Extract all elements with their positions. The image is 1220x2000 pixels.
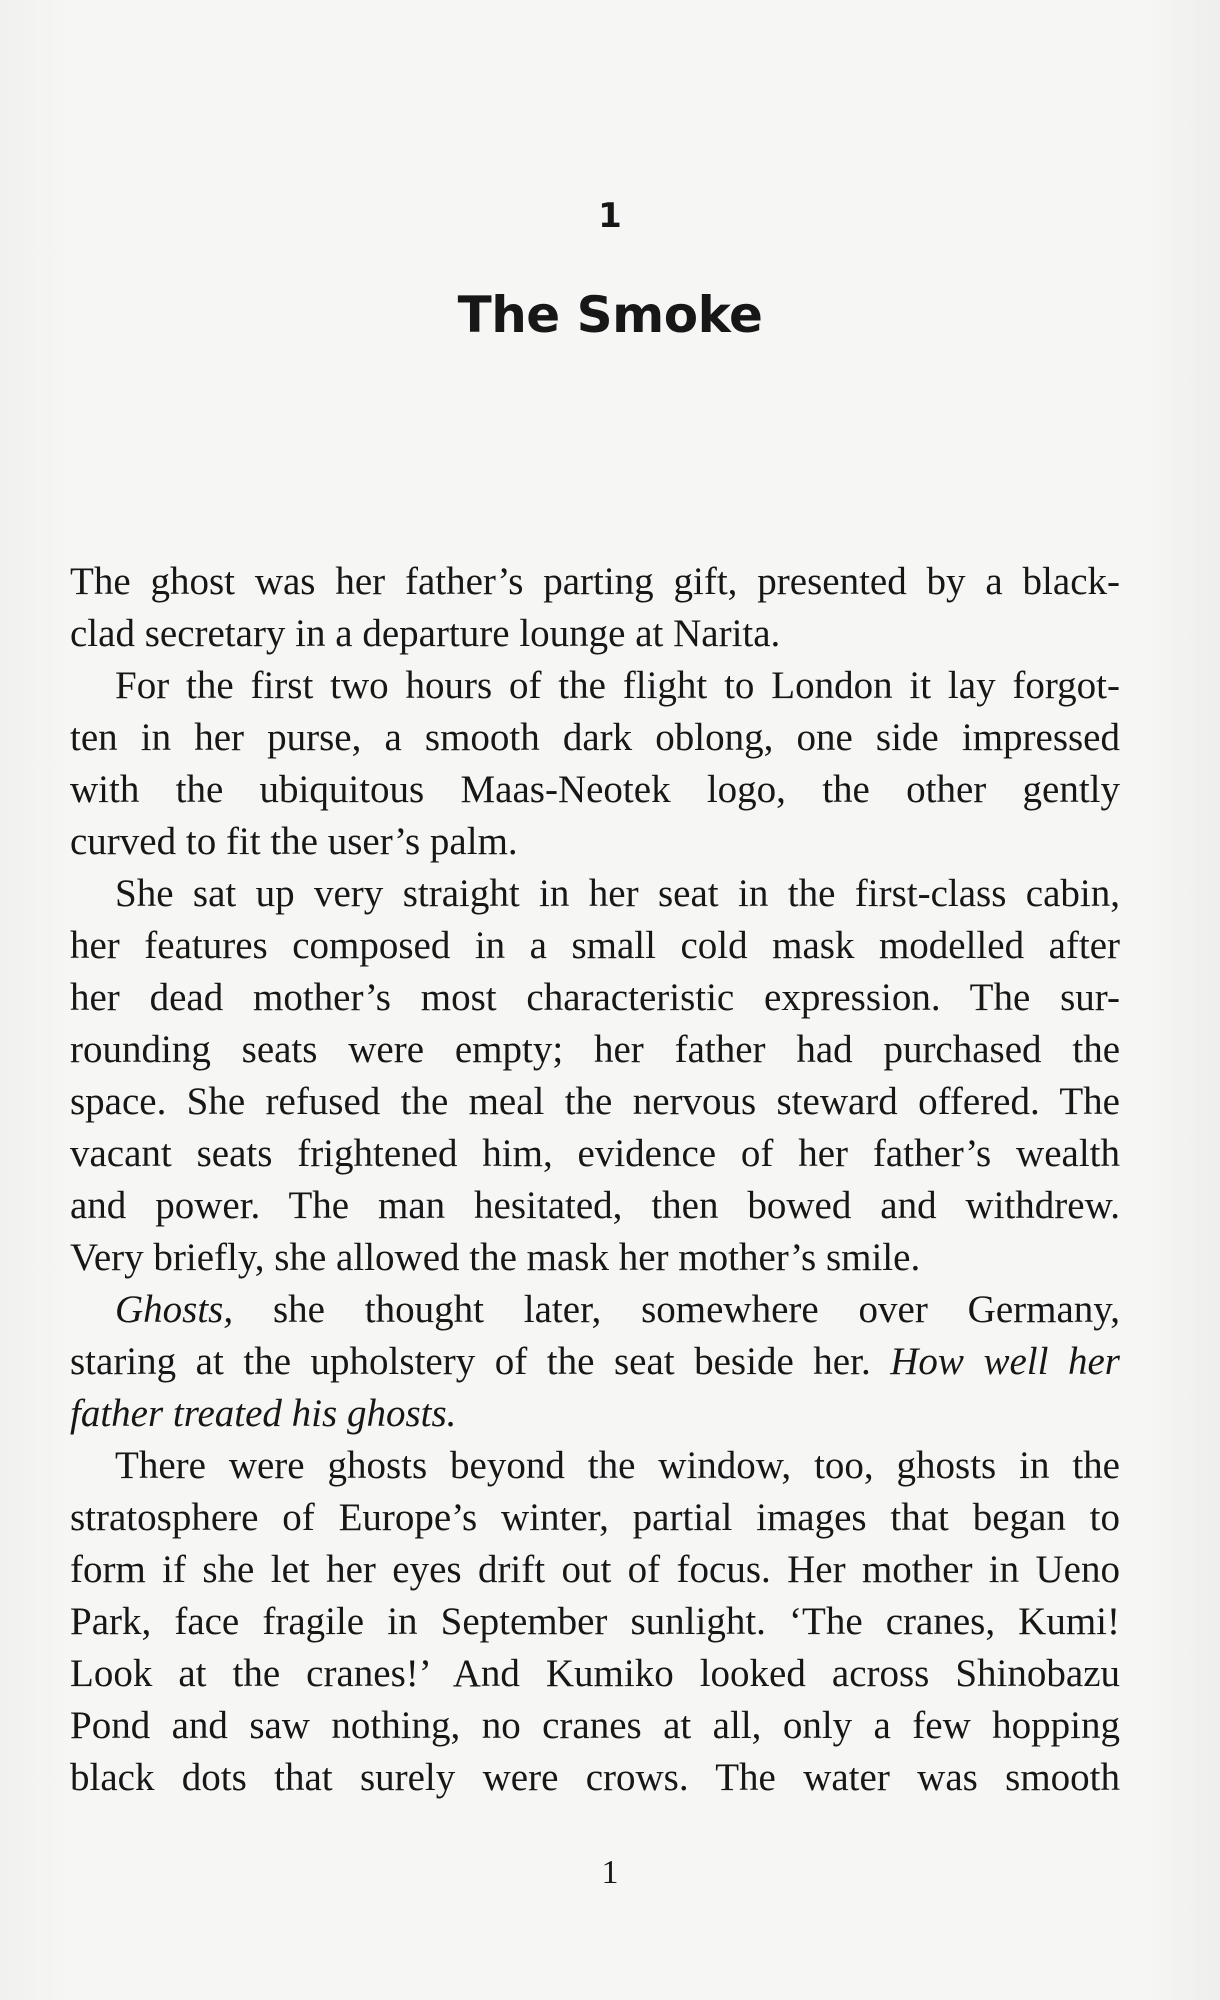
page-number: 1 xyxy=(601,1854,619,1891)
text-line: vacant seats frightened him, evidence of her father’s wealth xyxy=(70,1132,1120,1175)
text-line: with the ubiquitous Maas-Neotek logo, the other gently xyxy=(70,768,1120,811)
text-line: Very briefly, she allowed the mask her mother’s smile. xyxy=(70,1236,921,1279)
text-line: her features composed in a small cold mask modelled after xyxy=(70,924,1120,967)
text-line: There were ghosts beyond the window, too, ghosts in the xyxy=(115,1444,1120,1487)
text-line: She sat up very straight in her seat in the first-class cabin, xyxy=(115,872,1120,915)
italic-run: father treated his ghosts. xyxy=(70,1392,457,1435)
text-line: Ghosts, she thought later, somewhere over Germany, xyxy=(115,1288,1120,1331)
text-line: Park, face fragile in September sunlight. ‘The cranes, Kumi! xyxy=(70,1600,1120,1643)
text-line: stratosphere of Europe’s winter, partial images that began to xyxy=(70,1496,1120,1539)
text-line: ten in her purse, a smooth dark oblong, one side impressed xyxy=(70,716,1120,759)
chapter-number: 1 xyxy=(598,196,622,236)
text-line: For the first two hours of the flight to London it lay forgot- xyxy=(115,664,1120,707)
text-line: form if she let her eyes drift out of focus. Her mother in Ueno xyxy=(70,1548,1120,1591)
text-line: clad secretary in a departure lounge at Narita. xyxy=(70,612,781,655)
text-line: her dead mother’s most characteristic expression. The sur- xyxy=(70,976,1120,1019)
text-line: Pond and saw nothing, no cranes at all, only a few hopping xyxy=(70,1704,1120,1747)
italic-run: Ghosts, xyxy=(115,1288,234,1331)
text-line: space. She refused the meal the nervous steward offered. The xyxy=(70,1080,1120,1123)
text-line: black dots that surely were crows. The water was smooth xyxy=(70,1756,1120,1799)
chapter-body xyxy=(70,556,1120,1804)
text-line: rounding seats were empty; her father had purchased the xyxy=(70,1028,1120,1071)
text-line: and power. The man hesitated, then bowed and withdrew. xyxy=(70,1184,1120,1227)
text-line: The ghost was her father’s parting gift, presented by a black- xyxy=(70,560,1120,603)
chapter-title: The Smoke xyxy=(457,286,763,344)
text-line: staring at the upholstery of the seat beside her. How well her xyxy=(70,1340,1120,1383)
text-line: curved to fit the user’s palm. xyxy=(70,820,518,863)
text-line xyxy=(70,1388,1120,1440)
text-line: Look at the cranes!’ And Kumiko looked across Shinobazu xyxy=(70,1652,1120,1695)
